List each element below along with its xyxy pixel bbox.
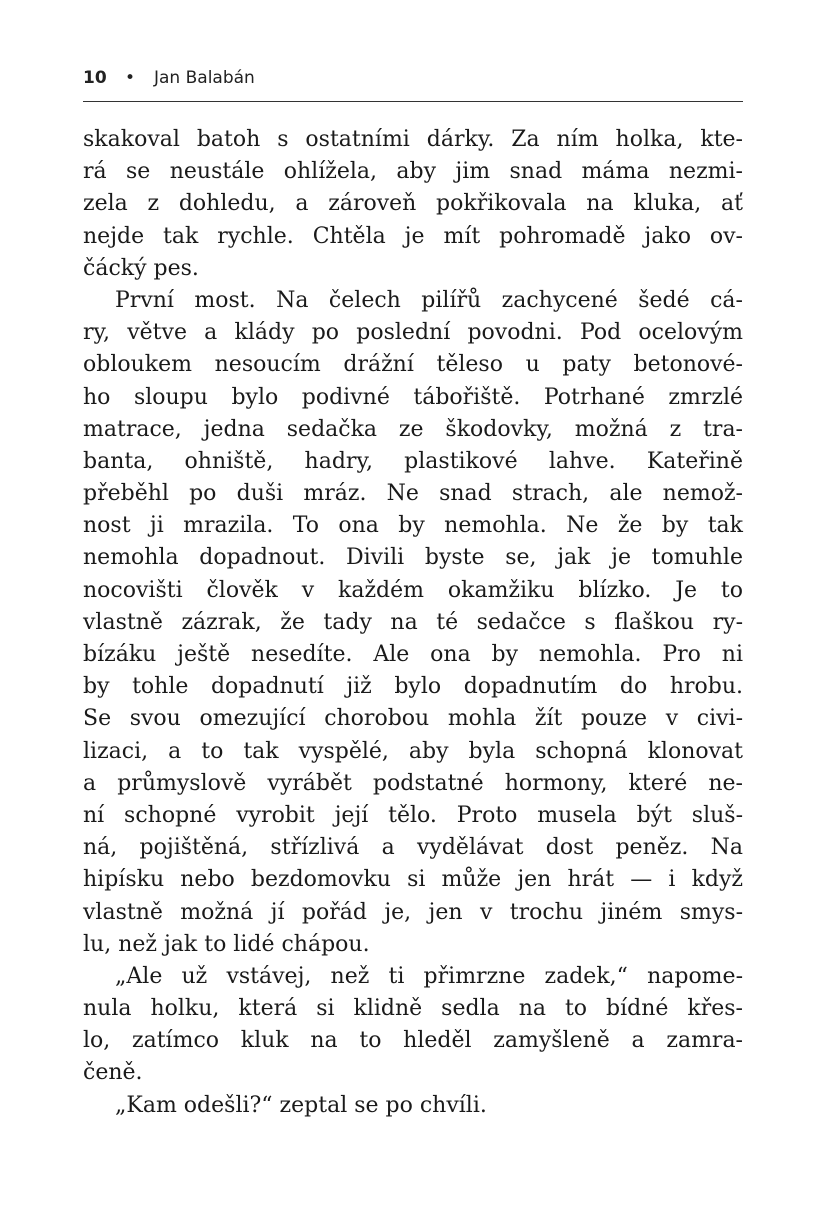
text-line: První most. Na čelech pilířů zachycené šedé cá- (115, 287, 743, 313)
text-line: nost ji mrazila. To ona by nemohla. Ne že by tak (83, 513, 743, 539)
header-author: Jan Balabán (154, 68, 255, 88)
text-line: rá se neustále ohlížela, aby jim snad máma nezmi- (83, 159, 743, 185)
text-line: obloukem nesoucím drážní těleso u paty betonové- (83, 352, 743, 378)
text-line: ho sloupu bylo podivné tábořiště. Potrhané zmrzlé (83, 384, 743, 410)
text-line: a průmyslově vyrábět podstatné hormony, které ne- (83, 770, 743, 796)
text-line: bízáku ještě nesedíte. Ale ona by nemohla. Pro ni (83, 642, 743, 667)
text-line: nocovišti člověk v každém okamžiku blízko. Je to (83, 577, 743, 603)
text-line: nula holku, která si klidně sedla na to bídné křes- (83, 996, 743, 1022)
text-line: nejde tak rychle. Chtěla je mít pohromadě jako ov- (83, 223, 743, 249)
header-rule (83, 101, 743, 102)
text-line: „Ale už vstávej, než ti přimrzne zadek,“ napome- (115, 963, 743, 989)
text-line: ná, pojištěná, střízlivá a vydělávat dost peněz. Na (83, 835, 743, 861)
text-line: nemohla dopadnout. Divili byste se, jak je tomuhle (83, 545, 743, 571)
text-line: lizaci, a to tak vyspělé, aby byla schopná klonovat (83, 738, 743, 764)
text-line: lo, zatímco kluk na to hleděl zamyšleně a zamra- (83, 1028, 743, 1054)
text-line: matrace, jedna sedačka ze škodovky, možná z tra- (83, 416, 743, 442)
header-separator: • (125, 68, 136, 88)
text-line: banta, ohniště, hadry, plastikové lahve. Kateřině (83, 448, 743, 474)
running-header (83, 68, 743, 94)
text-line: by tohle dopadnutí již bylo dopadnutím do hrobu. (83, 674, 743, 700)
text-line: zela z dohledu, a zároveň pokřikovala na kluka, ať (83, 191, 743, 217)
text-line: hipísku nebo bezdomovku si může jen hrát — i když (83, 867, 743, 893)
text-line: vlastně možná jí pořád je, jen v trochu jiném smys- (83, 899, 743, 925)
text-line: čeně. (83, 1060, 143, 1086)
text-line: ní schopné vyrobit její tělo. Proto musela být sluš- (83, 802, 743, 828)
text-line: skakoval batoh s ostatními dárky. Za ním holka, kte- (83, 127, 743, 152)
text-line: vlastně zázrak, že tady na té sedačce s flaškou ry- (83, 609, 743, 635)
text-line: ry, větve a klády po poslední povodni. Pod ocelovým (83, 320, 743, 346)
text-line: „Kam odešli?“ zeptal se po chvíli. (115, 1092, 487, 1118)
text-line: Se svou omezující chorobou mohla žít pouze v civi- (83, 706, 743, 732)
text-line: čácký pes. (83, 255, 199, 281)
page-number: 10 (83, 68, 107, 88)
text-line: přeběhl po duši mráz. Ne snad strach, ale nemož- (83, 481, 743, 507)
text-line: lu, než jak to lidé chápou. (83, 931, 370, 957)
body-text (83, 124, 743, 1122)
